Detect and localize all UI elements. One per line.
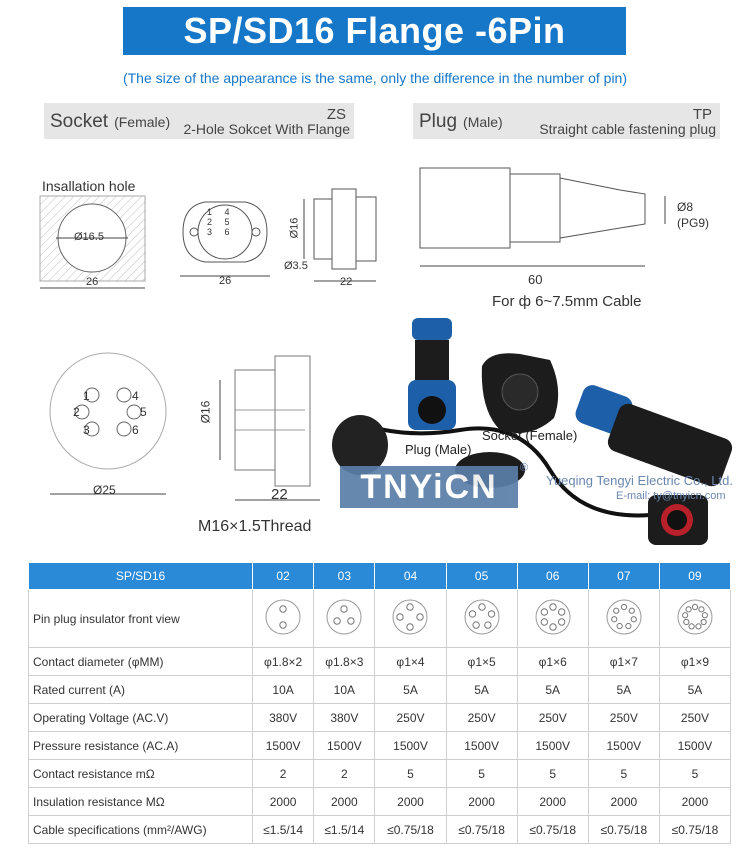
insulator-outline xyxy=(393,600,427,634)
spec-table xyxy=(28,562,731,844)
pin-label-1: 1 xyxy=(83,389,90,403)
dim-gland-size: (PG9) xyxy=(677,216,710,230)
pin-label-4: 4 xyxy=(132,389,139,403)
socket-large-side-drawing xyxy=(200,350,340,510)
table-cell: 5A xyxy=(517,676,588,704)
dim-socket-side-diameter: Ø16 xyxy=(288,217,301,239)
row-label: Insulation resistance MΩ xyxy=(29,788,253,816)
pin-label-5: 5 xyxy=(140,405,147,419)
table-row xyxy=(29,760,731,788)
pin-diagram-cell xyxy=(446,590,517,648)
dim-socket-outer: Ø25 xyxy=(93,483,116,497)
pin-contact xyxy=(469,611,475,617)
pin-diagram-cell xyxy=(659,590,730,648)
pin-contact xyxy=(478,604,484,610)
table-cell: ≤0.75/18 xyxy=(659,816,730,844)
cable-spec-label: For ф 6~7.5mm Cable xyxy=(492,293,642,310)
pin-contact xyxy=(701,619,706,624)
table-cell: ≤0.75/18 xyxy=(517,816,588,844)
header-model: SP/SD16 xyxy=(29,563,253,590)
pin-contact xyxy=(692,604,697,609)
table-cell: ≤1.5/14 xyxy=(253,816,314,844)
table-cell: 1500V xyxy=(517,732,588,760)
install-hole-label: Insallation hole xyxy=(42,178,136,194)
table-cell: 250V xyxy=(446,704,517,732)
pin-contact xyxy=(558,619,564,625)
pin-contact xyxy=(686,607,691,612)
photo-socket-label: Socket (Female) xyxy=(482,428,578,443)
thread-label: M16×1.5Thread xyxy=(198,518,312,535)
table-cell: φ1×6 xyxy=(517,648,588,676)
pin-contact xyxy=(617,623,622,628)
pin-contact xyxy=(488,611,494,617)
registered-mark: ® xyxy=(520,462,529,474)
pin-diagram-cell xyxy=(314,590,375,648)
pin-contact xyxy=(699,607,704,612)
table-cell: φ1×5 xyxy=(446,648,517,676)
socket-pin-3: 3 xyxy=(207,227,213,237)
table-cell: ≤0.75/18 xyxy=(375,816,446,844)
pin-contact xyxy=(407,604,413,610)
dim-socket-large-length: 22 xyxy=(271,486,288,503)
dim-hole-diameter: Ø16.5 xyxy=(74,231,104,243)
row-label: Contact resistance mΩ xyxy=(29,760,253,788)
row-label: Operating Voltage (AC.V) xyxy=(29,704,253,732)
pin-contact xyxy=(629,608,634,613)
pin-contact xyxy=(631,617,636,622)
socket-subtitle: (Female) xyxy=(114,114,171,130)
table-cell: 10A xyxy=(314,676,375,704)
pin-label-6: 6 xyxy=(132,423,139,437)
row-label: Cable specifications (mm²/AWG) xyxy=(29,816,253,844)
table-cell: ≤0.75/18 xyxy=(446,816,517,844)
plug-title: Plug xyxy=(419,111,458,132)
table-cell: φ1.8×2 xyxy=(253,648,314,676)
pin-diagram xyxy=(390,597,430,637)
pin-contact xyxy=(541,619,547,625)
table-cell: 5 xyxy=(375,760,446,788)
row-label: Contact diameter (φMM) xyxy=(29,648,253,676)
table-cell: 250V xyxy=(517,704,588,732)
pin-contact xyxy=(702,613,707,618)
socket-header xyxy=(44,103,354,139)
table-cell: 5 xyxy=(588,760,659,788)
table-cell: 5 xyxy=(659,760,730,788)
table-cell: 380V xyxy=(253,704,314,732)
table-cell: 2 xyxy=(253,760,314,788)
table-row xyxy=(29,816,731,844)
header-col: 09 xyxy=(659,563,730,590)
pin-label-3: 3 xyxy=(83,423,90,437)
table-cell: 1500V xyxy=(588,732,659,760)
pin-contact xyxy=(621,604,626,609)
pin-diagram xyxy=(462,597,502,637)
header-col: 03 xyxy=(314,563,375,590)
pin-contact xyxy=(558,609,564,615)
dim-socket-side-length: 22 xyxy=(340,276,353,288)
table-cell: φ1×9 xyxy=(659,648,730,676)
company-name: Yueqing Tengyi Electric Co., Ltd. xyxy=(546,473,733,488)
table-cell: 2000 xyxy=(588,788,659,816)
plug-header xyxy=(413,103,720,139)
header-col: 06 xyxy=(517,563,588,590)
table-row xyxy=(29,676,731,704)
pin-contact xyxy=(550,624,556,630)
pin-contact xyxy=(397,614,403,620)
table-cell: 2000 xyxy=(517,788,588,816)
table-cell: 5 xyxy=(517,760,588,788)
table-row xyxy=(29,648,731,676)
pin-contact xyxy=(348,618,354,624)
pin-contact xyxy=(696,624,701,629)
pin-diagram xyxy=(324,597,364,637)
insulator-outline xyxy=(266,600,300,634)
pin-diagram xyxy=(263,597,303,637)
pin-contact xyxy=(684,619,689,624)
table-cell: 250V xyxy=(588,704,659,732)
table-row xyxy=(29,732,731,760)
dim-flange-width: 26 xyxy=(219,275,232,287)
socket-pin-6: 6 xyxy=(224,227,230,237)
spec-table-header xyxy=(29,563,731,590)
table-cell: 1500V xyxy=(375,732,446,760)
plug-code: TP xyxy=(692,106,712,123)
table-cell: 2000 xyxy=(446,788,517,816)
pin-diagram xyxy=(604,597,644,637)
pin-contact xyxy=(417,614,423,620)
brand-logo-text: TNYiCN xyxy=(360,467,498,506)
pin-contact xyxy=(550,604,556,610)
dim-mount-hole: Ø3.5 xyxy=(284,260,308,272)
row-label: Rated current (A) xyxy=(29,676,253,704)
pin-contact xyxy=(484,622,490,628)
table-row xyxy=(29,590,731,648)
row-label: Pin plug insulator front view xyxy=(29,590,253,648)
socket-desc: 2-Hole Sokcet With Flange xyxy=(183,121,350,137)
row-label: Pressure resistance (AC.A) xyxy=(29,732,253,760)
table-cell: φ1×7 xyxy=(588,648,659,676)
insulator-outline xyxy=(327,600,361,634)
pin-diagram xyxy=(533,597,573,637)
header-col: 02 xyxy=(253,563,314,590)
pin-contact xyxy=(541,609,547,615)
company-email: E-mail: ty@tnyicn.com xyxy=(616,490,726,502)
table-cell: 5A xyxy=(588,676,659,704)
socket-side-drawing xyxy=(300,185,385,285)
table-row xyxy=(29,704,731,732)
dim-socket-large-diameter: Ø16 xyxy=(198,400,213,424)
pin-contact xyxy=(613,608,618,613)
pin-label-2: 2 xyxy=(73,405,80,419)
socket-large-front-drawing xyxy=(48,348,178,498)
pin-contact xyxy=(682,613,687,618)
pin-contact xyxy=(473,622,479,628)
dim-plug-length: 60 xyxy=(528,272,543,287)
table-cell: 2000 xyxy=(314,788,375,816)
pin-diagram-cell xyxy=(588,590,659,648)
plug-subtitle: (Male) xyxy=(463,114,503,130)
header-col: 04 xyxy=(375,563,446,590)
table-cell: 5A xyxy=(659,676,730,704)
socket-pin-labels xyxy=(207,207,230,237)
pin-contact xyxy=(611,617,616,622)
table-cell: 1500V xyxy=(659,732,730,760)
table-cell: 1500V xyxy=(253,732,314,760)
table-cell: 2000 xyxy=(253,788,314,816)
pin-diagram-cell xyxy=(253,590,314,648)
pin-contact xyxy=(334,618,340,624)
plug-side-drawing xyxy=(410,160,670,280)
brand-logo xyxy=(340,466,518,508)
table-cell: ≤1.5/14 xyxy=(314,816,375,844)
header-col: 05 xyxy=(446,563,517,590)
socket-code: ZS xyxy=(326,106,346,123)
pin-diagram-cell xyxy=(517,590,588,648)
table-cell: 250V xyxy=(375,704,446,732)
pin-contact xyxy=(626,623,631,628)
table-cell: 5A xyxy=(446,676,517,704)
socket-pin-4: 4 xyxy=(224,207,230,217)
pin-contact xyxy=(280,622,286,628)
page-subtitle: (The size of the appearance is the same, only the difference in the number of pin) xyxy=(122,70,628,86)
table-cell: 1500V xyxy=(446,732,517,760)
table-cell: 1500V xyxy=(314,732,375,760)
table-row xyxy=(29,788,731,816)
header-col: 07 xyxy=(588,563,659,590)
insulator-outline xyxy=(536,600,570,634)
pin-diagram xyxy=(675,597,715,637)
insulator-outline xyxy=(465,600,499,634)
socket-pin-5: 5 xyxy=(224,217,230,227)
pin-contact xyxy=(689,624,694,629)
dim-cable-diameter: Ø8 xyxy=(677,200,694,214)
photo-plug-label: Plug (Male) xyxy=(405,442,472,457)
table-cell: 250V xyxy=(659,704,730,732)
table-cell: 2000 xyxy=(659,788,730,816)
table-cell: φ1.8×3 xyxy=(314,648,375,676)
table-cell: 10A xyxy=(253,676,314,704)
table-cell: φ1×4 xyxy=(375,648,446,676)
table-cell: 2 xyxy=(314,760,375,788)
pin-contact xyxy=(280,606,286,612)
socket-pin-1: 1 xyxy=(207,207,213,217)
pin-contact xyxy=(407,624,413,630)
table-cell: ≤0.75/18 xyxy=(588,816,659,844)
pin-diagram-cell xyxy=(375,590,446,648)
socket-pin-2: 2 xyxy=(207,217,213,227)
table-cell: 380V xyxy=(314,704,375,732)
table-cell: 5 xyxy=(446,760,517,788)
page-title: SP/SD16 Flange -6Pin xyxy=(123,7,626,55)
pin-contact xyxy=(341,606,347,612)
socket-title: Socket xyxy=(50,111,109,132)
dim-hole-width: 26 xyxy=(86,276,99,288)
plug-desc: Straight cable fastening plug xyxy=(539,121,716,137)
table-cell: 5A xyxy=(375,676,446,704)
table-cell: 2000 xyxy=(375,788,446,816)
